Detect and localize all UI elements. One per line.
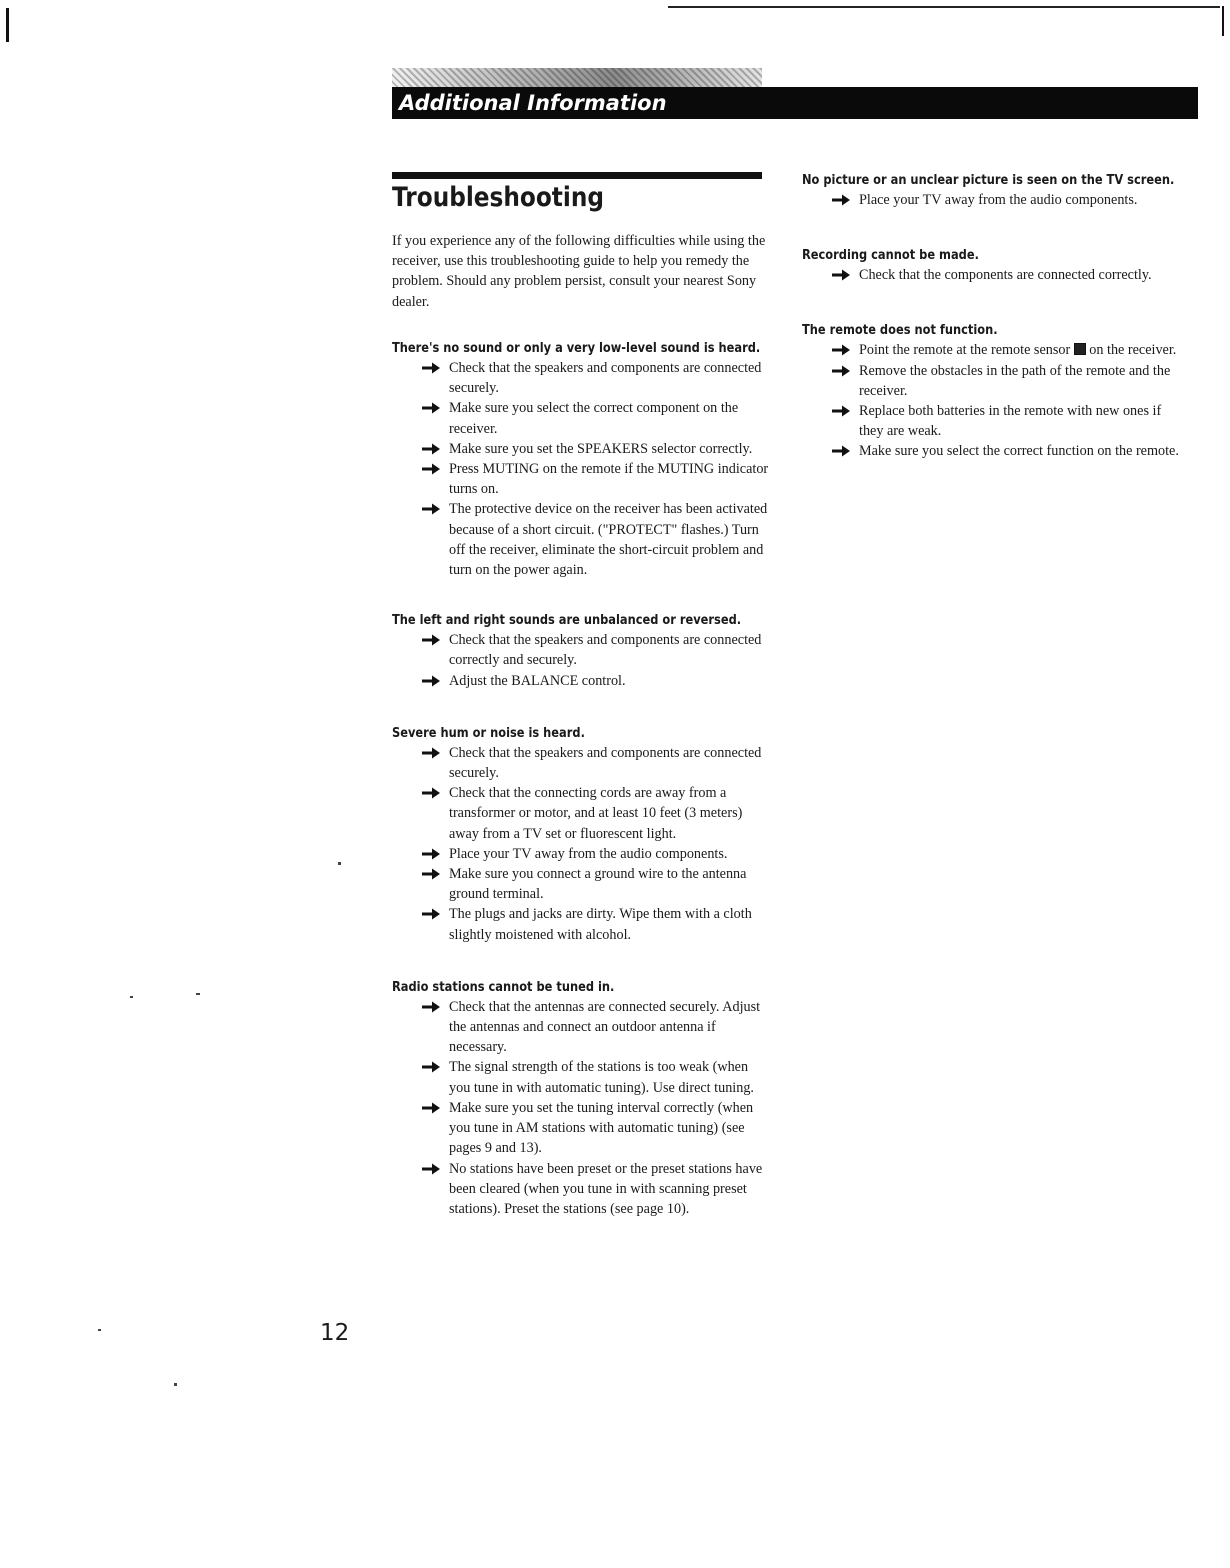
arrow-right-icon <box>421 844 441 864</box>
title-rule <box>392 172 762 179</box>
section-heading: No picture or an unclear picture is seen on the TV screen. <box>802 172 1175 188</box>
arrow-right-icon <box>421 459 441 479</box>
list-item-text: Check that the components are connected correctly. <box>859 267 1152 284</box>
right-column <box>802 170 1182 462</box>
list-item <box>392 1159 772 1220</box>
list-item <box>392 358 772 398</box>
scan-mark-left <box>6 8 9 42</box>
arrow-right-icon <box>421 499 441 519</box>
list-item <box>392 671 772 691</box>
list-item-text: Adjust the BALANCE control. <box>449 672 626 689</box>
scan-speck <box>130 996 133 998</box>
section-heading: Radio stations cannot be tuned in. <box>392 978 615 995</box>
list-item <box>392 743 772 783</box>
list-item <box>392 904 772 944</box>
list-item <box>392 1057 772 1097</box>
arrow-right-icon <box>421 783 441 803</box>
section-heading: The remote does not function. <box>802 322 998 339</box>
scan-speck <box>98 1329 101 1331</box>
list-item-text: The signal strength of the stations is too weak (when you tune in with automatic tuning). Use direct tuning. <box>449 1059 754 1096</box>
section-heading: Recording cannot be made. <box>802 247 979 264</box>
list-item-text: Make sure you set the SPEAKERS selector correctly. <box>449 440 753 457</box>
left-column <box>392 338 772 1219</box>
section-radio-stations <box>392 977 772 1219</box>
section-remote <box>802 320 1182 461</box>
arrow-right-icon <box>831 441 851 461</box>
list-item-text: Place your TV away from the audio components. <box>859 192 1138 208</box>
list-item-text: The plugs and jacks are dirty. Wipe them with a cloth slightly moistened with alcohol. <box>449 906 752 943</box>
list-item <box>392 783 772 844</box>
list-item-text: on the receiver. <box>1089 342 1177 359</box>
section-no-picture <box>802 170 1182 210</box>
arrow-right-icon <box>831 190 851 210</box>
section-banner-title: Additional Information <box>399 91 667 115</box>
list-item-text: Check that the speakers and components are connected securely. <box>449 360 762 397</box>
arrow-right-icon <box>421 630 441 650</box>
list-item <box>392 864 772 904</box>
list-item <box>392 439 772 459</box>
list-item-text: Replace both batteries in the remote with new ones if they are weak. <box>859 403 1162 440</box>
arrow-right-icon <box>421 864 441 884</box>
arrow-right-icon <box>421 358 441 378</box>
list-item <box>802 340 1182 360</box>
list-item-text: Check that the antennas are connected securely. Adjust the antennas and connect an outdoor antenna if necessary. <box>449 998 761 1056</box>
arrow-right-icon <box>831 265 851 285</box>
arrow-right-icon <box>421 904 441 924</box>
list-item <box>802 265 1182 285</box>
list-item <box>392 398 772 438</box>
list-item-text: Remove the obstacles in the path of the remote and the receiver. <box>859 362 1171 399</box>
list-item <box>392 844 772 864</box>
arrow-right-icon <box>831 401 851 421</box>
arrow-right-icon <box>421 997 441 1017</box>
arrow-right-icon <box>831 340 851 360</box>
page-number: 12 <box>320 1320 350 1346</box>
section-heading: There's no sound or only a very low-level sound is heard. <box>392 340 761 356</box>
list-item <box>802 401 1182 441</box>
section-heading: The left and right sounds are unbalanced or reversed. <box>392 612 742 629</box>
list-item <box>392 459 772 499</box>
arrow-right-icon <box>831 361 851 381</box>
list-item <box>392 1098 772 1159</box>
arrow-right-icon <box>421 743 441 763</box>
section-hum-noise <box>392 723 772 945</box>
list-item-text: No stations have been preset or the preset stations have been cleared (when you tune in with scanning preset stations). Preset the stations (see page 10). <box>449 1160 763 1217</box>
arrow-right-icon <box>421 1159 441 1179</box>
list-item-text: Make sure you set the tuning interval correctly (when you tune in AM stations with automatic tuning) (see pages 9 and 13). <box>449 1099 754 1157</box>
list-item-text: Press MUTING on the remote if the MUTING indicator turns on. <box>449 461 769 498</box>
scan-mark-right <box>1222 6 1224 36</box>
arrow-right-icon <box>421 398 441 418</box>
scan-speck <box>338 862 341 865</box>
section-no-sound <box>392 338 772 580</box>
list-item <box>392 630 772 670</box>
list-item-text: The protective device on the receiver has been activated because of a short circuit. ("PROTECT" flashes.) Turn off the receiver, eliminate the short-circuit problem and turn on the power again. <box>449 501 768 579</box>
list-item <box>802 441 1182 461</box>
page-title: Troubleshooting <box>392 182 605 213</box>
list-item-text: Make sure you connect a ground wire to the antenna ground terminal. <box>449 866 747 903</box>
list-item <box>392 499 772 580</box>
list-item-text: Check that the speakers and components are connected correctly and securely. <box>449 632 762 669</box>
list-item-text: Make sure you select the correct function on the remote. <box>859 443 1179 460</box>
list-item <box>802 361 1182 401</box>
list-item-text: Make sure you select the correct component on the receiver. <box>449 400 739 437</box>
arrow-right-icon <box>421 1098 441 1118</box>
remote-sensor-icon <box>1074 343 1086 355</box>
list-item-text: Place your TV away from the audio components. <box>449 845 728 862</box>
list-item-text: Check that the connecting cords are away from a transformer or motor, and at least 10 feet (3 meters) away from a TV set or fluorescent light. <box>449 785 743 842</box>
intro-paragraph: If you experience any of the following difficulties while using the receiver, use this troubleshooting guide to help you remedy the problem. Should any problem persist, consult your nearest Sony dealer. <box>392 233 766 310</box>
list-item <box>802 190 1182 210</box>
scan-speck <box>174 1383 177 1386</box>
section-heading: Severe hum or noise is heard. <box>392 724 585 741</box>
arrow-right-icon <box>421 671 441 691</box>
list-item <box>392 997 772 1058</box>
list-item-text: Point the remote at the remote sensor <box>859 342 1071 359</box>
section-unbalanced <box>392 610 772 691</box>
arrow-right-icon <box>421 439 441 459</box>
list-item-text: Check that the speakers and components are connected securely. <box>449 744 762 782</box>
scan-speck <box>196 993 200 995</box>
top-border-line <box>668 6 1220 8</box>
arrow-right-icon <box>421 1057 441 1077</box>
section-recording <box>802 245 1182 285</box>
